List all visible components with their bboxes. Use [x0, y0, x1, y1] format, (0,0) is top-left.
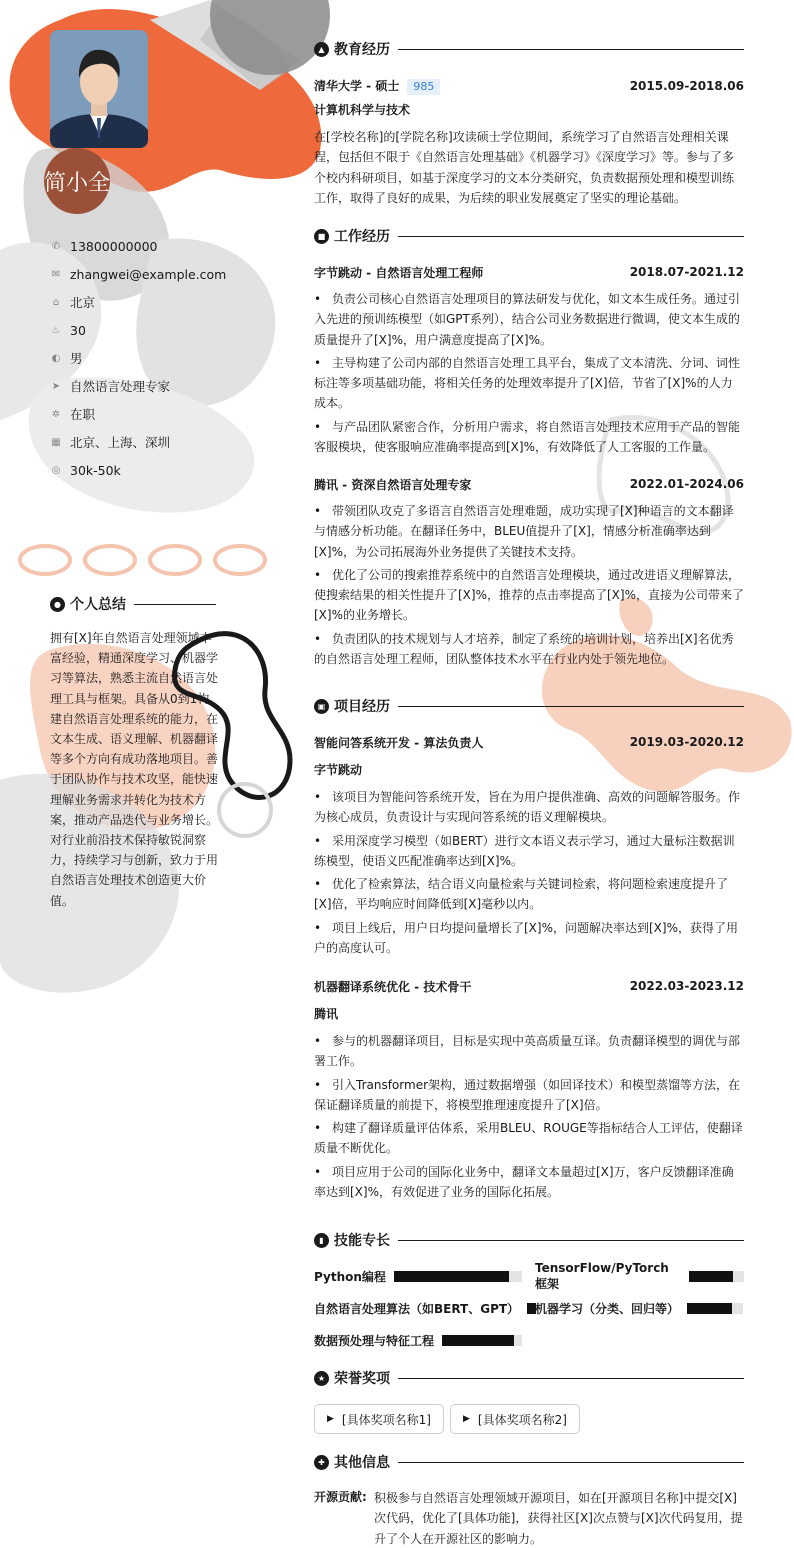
work-item-bullets	[314, 501, 744, 672]
other-text: 积极参与自然语言处理领域开源项目，如在[开源项目名称]中提交[X]次代码，优化了[具体功能]，获得社区[X]次点赞与[X]次代码复用，提升了个人在开源社区的影响力。	[374, 1491, 743, 1546]
skill-item: 数据预处理与特征工程	[314, 1331, 522, 1349]
medal-icon: ★	[314, 1371, 329, 1386]
education-description: 在[学校名称]的[学院名称]攻读硕士学位期间，系统学习了自然语言处理相关课程，包括但不限于《自然语言处理基础》《机器学习》《深度学习》等。参与了多个校内科研项目，如基于深度学习的文本分类研究，负责数据预处理和模型训练工作，取得了良好的成果，为后续的职业发展奠定了坚实的理论基础。	[314, 130, 735, 205]
work-item-head: 字节跳动 - 自然语言处理工程师 2018.07-2021.12	[314, 265, 744, 280]
contact-item	[50, 372, 280, 400]
education-school: 清华大学 - 硕士	[314, 79, 400, 93]
contact-text: 在职	[70, 407, 96, 422]
skill-bar	[442, 1335, 522, 1346]
contact-list	[50, 232, 280, 484]
sidebar	[0, 0, 280, 1548]
contact-text: 30k-50k	[70, 462, 121, 478]
education-major: 计算机科学与技术	[314, 103, 411, 117]
bullet-item: • 负责公司核心自然语言处理项目的算法研发与优化，如文本生成任务。通过引入先进的预训练模型（如GPT系列），结合公司业务数据进行微调，使文本生成的质量提升了[X]%，用户满意度提高了[X]%。	[314, 292, 741, 347]
bullet-item: • 构建了翻译质量评估体系，采用BLEU、ROUGE等指标结合人工评估，使翻译质量不断优化。	[314, 1121, 743, 1156]
contact-text: zhangwei@example.com	[70, 266, 227, 282]
contact-text: 北京	[70, 295, 96, 310]
skill-item: 机器学习（分类、回归等）	[535, 1299, 743, 1317]
project-item-bullets	[314, 1031, 744, 1205]
play-icon: ▶	[463, 1414, 470, 1424]
mail-icon: ✉	[51, 268, 61, 280]
home-icon: ⌂	[52, 296, 60, 308]
summary-text: 拥有[X]年自然语言处理领域丰富经验，精通深度学习、机器学习等算法，熟悉主流自然语言处理工具与框架。具备从0到1构建自然语言处理系统的能力，在文本生成、语义理解、机器翻译等多个方向有成功落地项目。善于团队协作与技术攻坚，能快速理解业务需求并转化为技术方案，推动产品迭代与业务增长。对行业前沿技术保持敏锐洞察力，持续学习与创新，致力于用自然语言处理技术创造更大价值。	[50, 631, 219, 908]
bullet-item: • 采用深度学习模型（如BERT）进行文本语义表示学习，通过大量标注数据训练模型，使语义匹配准确率达到[X]%。	[314, 833, 735, 868]
projects-heading: ▣ 项目经历	[314, 696, 744, 716]
award-item[interactable]: ▶ [具体奖项名称2]	[450, 1404, 580, 1434]
gear-icon: ✲	[51, 408, 61, 420]
play-icon: ▶	[327, 1414, 334, 1424]
bullet-item: • 主导构建了公司内部的自然语言处理工具平台，集成了文本清洗、分词、词性标注等多项基础功能，将相关任务的处理效率提升了[X]倍，节省了[X]%的人力成本。	[314, 355, 741, 411]
phone-icon: ✆	[51, 240, 61, 252]
info-icon: ✚	[314, 1455, 329, 1470]
gender-icon: ◐	[51, 352, 61, 364]
money-icon: ◎	[51, 464, 61, 476]
skill-bar	[689, 1271, 744, 1282]
project-item-bullets	[314, 787, 744, 961]
skills-heading: ▮ 技能专长	[314, 1230, 744, 1250]
project-item-head: 机器翻译系统优化 - 技术骨干 2022.03-2023.12	[314, 979, 744, 994]
other-label: 开源贡献:	[314, 1490, 367, 1504]
chart-icon: ▮	[314, 1233, 329, 1248]
bullet-item: • 该项目为智能问答系统开发，旨在为用户提供准确、高效的问题解答服务。作为核心成员，负责设计与实现问答系统的语义理解模块。	[314, 790, 741, 825]
contact-item	[50, 288, 280, 316]
awards-heading: ★ 荣誉奖项	[314, 1368, 744, 1388]
contact-item	[50, 456, 280, 484]
work-heading: ■ 工作经历	[314, 226, 744, 246]
project-company: 字节跳动	[314, 763, 363, 777]
user-icon: ●	[50, 597, 65, 612]
skill-item: TensorFlow/PyTorch框架	[535, 1267, 744, 1285]
bullet-item: • 项目上线后，用户日均提问量增长了[X]%，问题解决率达到[X]%，获得了用户的高度认可。	[314, 920, 738, 956]
main-content	[314, 0, 744, 1548]
bullet-item: • 与产品团队紧密合作，分析用户需求，将自然语言处理技术应用于产品的智能客服模块，使客服响应准确率提高到[X]%，有效降低了人工客服的工作量。	[314, 419, 741, 455]
bullet-item: • 项目应用于公司的国际化业务中，翻译文本量超过[X]万，客户反馈翻译准确率达到[X]%，有效促进了业务的国际化拓展。	[314, 1164, 734, 1200]
skill-bar	[687, 1303, 743, 1314]
contact-text: 男	[70, 351, 83, 366]
other-heading: ✚ 其他信息	[314, 1452, 744, 1472]
send-icon: ➤	[51, 380, 61, 392]
bullet-item: • 负责团队的技术规划与人才培养，制定了系统的培训计划，培养出[X]名优秀的自然语言处理工程师，团队整体技术水平在行业内处于领先地位。	[314, 631, 734, 667]
work-item-head: 腾讯 - 资深自然语言处理专家 2022.01-2024.06	[314, 477, 744, 492]
building-icon: ▦	[51, 436, 61, 448]
bullet-item: • 参与的机器翻译项目，目标是实现中英高质量互译。负责翻译模型的调优与部署工作。	[314, 1034, 741, 1069]
skill-item: 自然语言处理算法（如BERT、GPT）	[314, 1299, 537, 1317]
work-item-bullets	[314, 289, 744, 460]
award-item[interactable]: ▶ [具体奖项名称1]	[314, 1404, 444, 1434]
avatar	[50, 30, 148, 148]
contact-item	[50, 232, 280, 260]
bullet-item: • 引入Transformer架构，通过数据增强（如回译技术）和模型蒸馏等方法，在保证翻译质量的前提下，将模型推理速度提升了[X]倍。	[314, 1077, 741, 1112]
graduation-cap-icon: ▲	[314, 42, 329, 57]
education-heading: ▲ 教育经历	[314, 39, 744, 59]
contact-item	[50, 316, 280, 344]
grid-icon: ▣	[314, 699, 329, 714]
project-company: 腾讯	[314, 1007, 339, 1021]
contact-item	[50, 260, 280, 288]
education-badge: 985	[407, 79, 440, 95]
education-item	[314, 77, 744, 95]
bullet-item: • 优化了检索算法，结合语义向量检索与关键词检索，将问题检索速度提升了[X]倍，平均响应时间降低到[X]毫秒以内。	[314, 877, 729, 912]
briefcase-icon: ■	[314, 229, 329, 244]
cake-icon: ♨	[51, 324, 61, 336]
contact-text: 自然语言处理专家	[70, 379, 171, 394]
bullet-item: • 优化了公司的搜索推荐系统中的自然语言处理模块，通过改进语义理解算法，使搜索结果的相关性提升了[X]%，推荐的点击率提高了[X]%，直接为公司带来了[X]%的业务增长。	[314, 567, 744, 623]
summary-title: 个人总结	[70, 597, 126, 613]
education-date: 2015.09-2018.06	[629, 79, 744, 93]
bullet-item: • 带领团队攻克了多语言自然语言处理难题，成功实现了[X]种语言的文本翻译与情感分析功能。在翻译任务中，BLEU值提升了[X]，情感分析准确率达到[X]%，为公司拓展海外业务提供了关键技术支持。	[314, 504, 734, 559]
contact-item	[50, 428, 280, 456]
contact-item	[50, 344, 280, 372]
contact-text: 13800000000	[70, 238, 158, 254]
project-item-head: 智能问答系统开发 - 算法负责人 2019.03-2020.12	[314, 735, 744, 750]
skill-item: Python编程	[314, 1267, 522, 1285]
summary-heading	[50, 594, 216, 614]
profile-name: 简小全	[44, 148, 110, 214]
skill-bar	[394, 1271, 522, 1282]
contact-item	[50, 400, 280, 428]
contact-text: 30	[70, 322, 86, 338]
contact-text: 北京、上海、深圳	[70, 435, 171, 450]
